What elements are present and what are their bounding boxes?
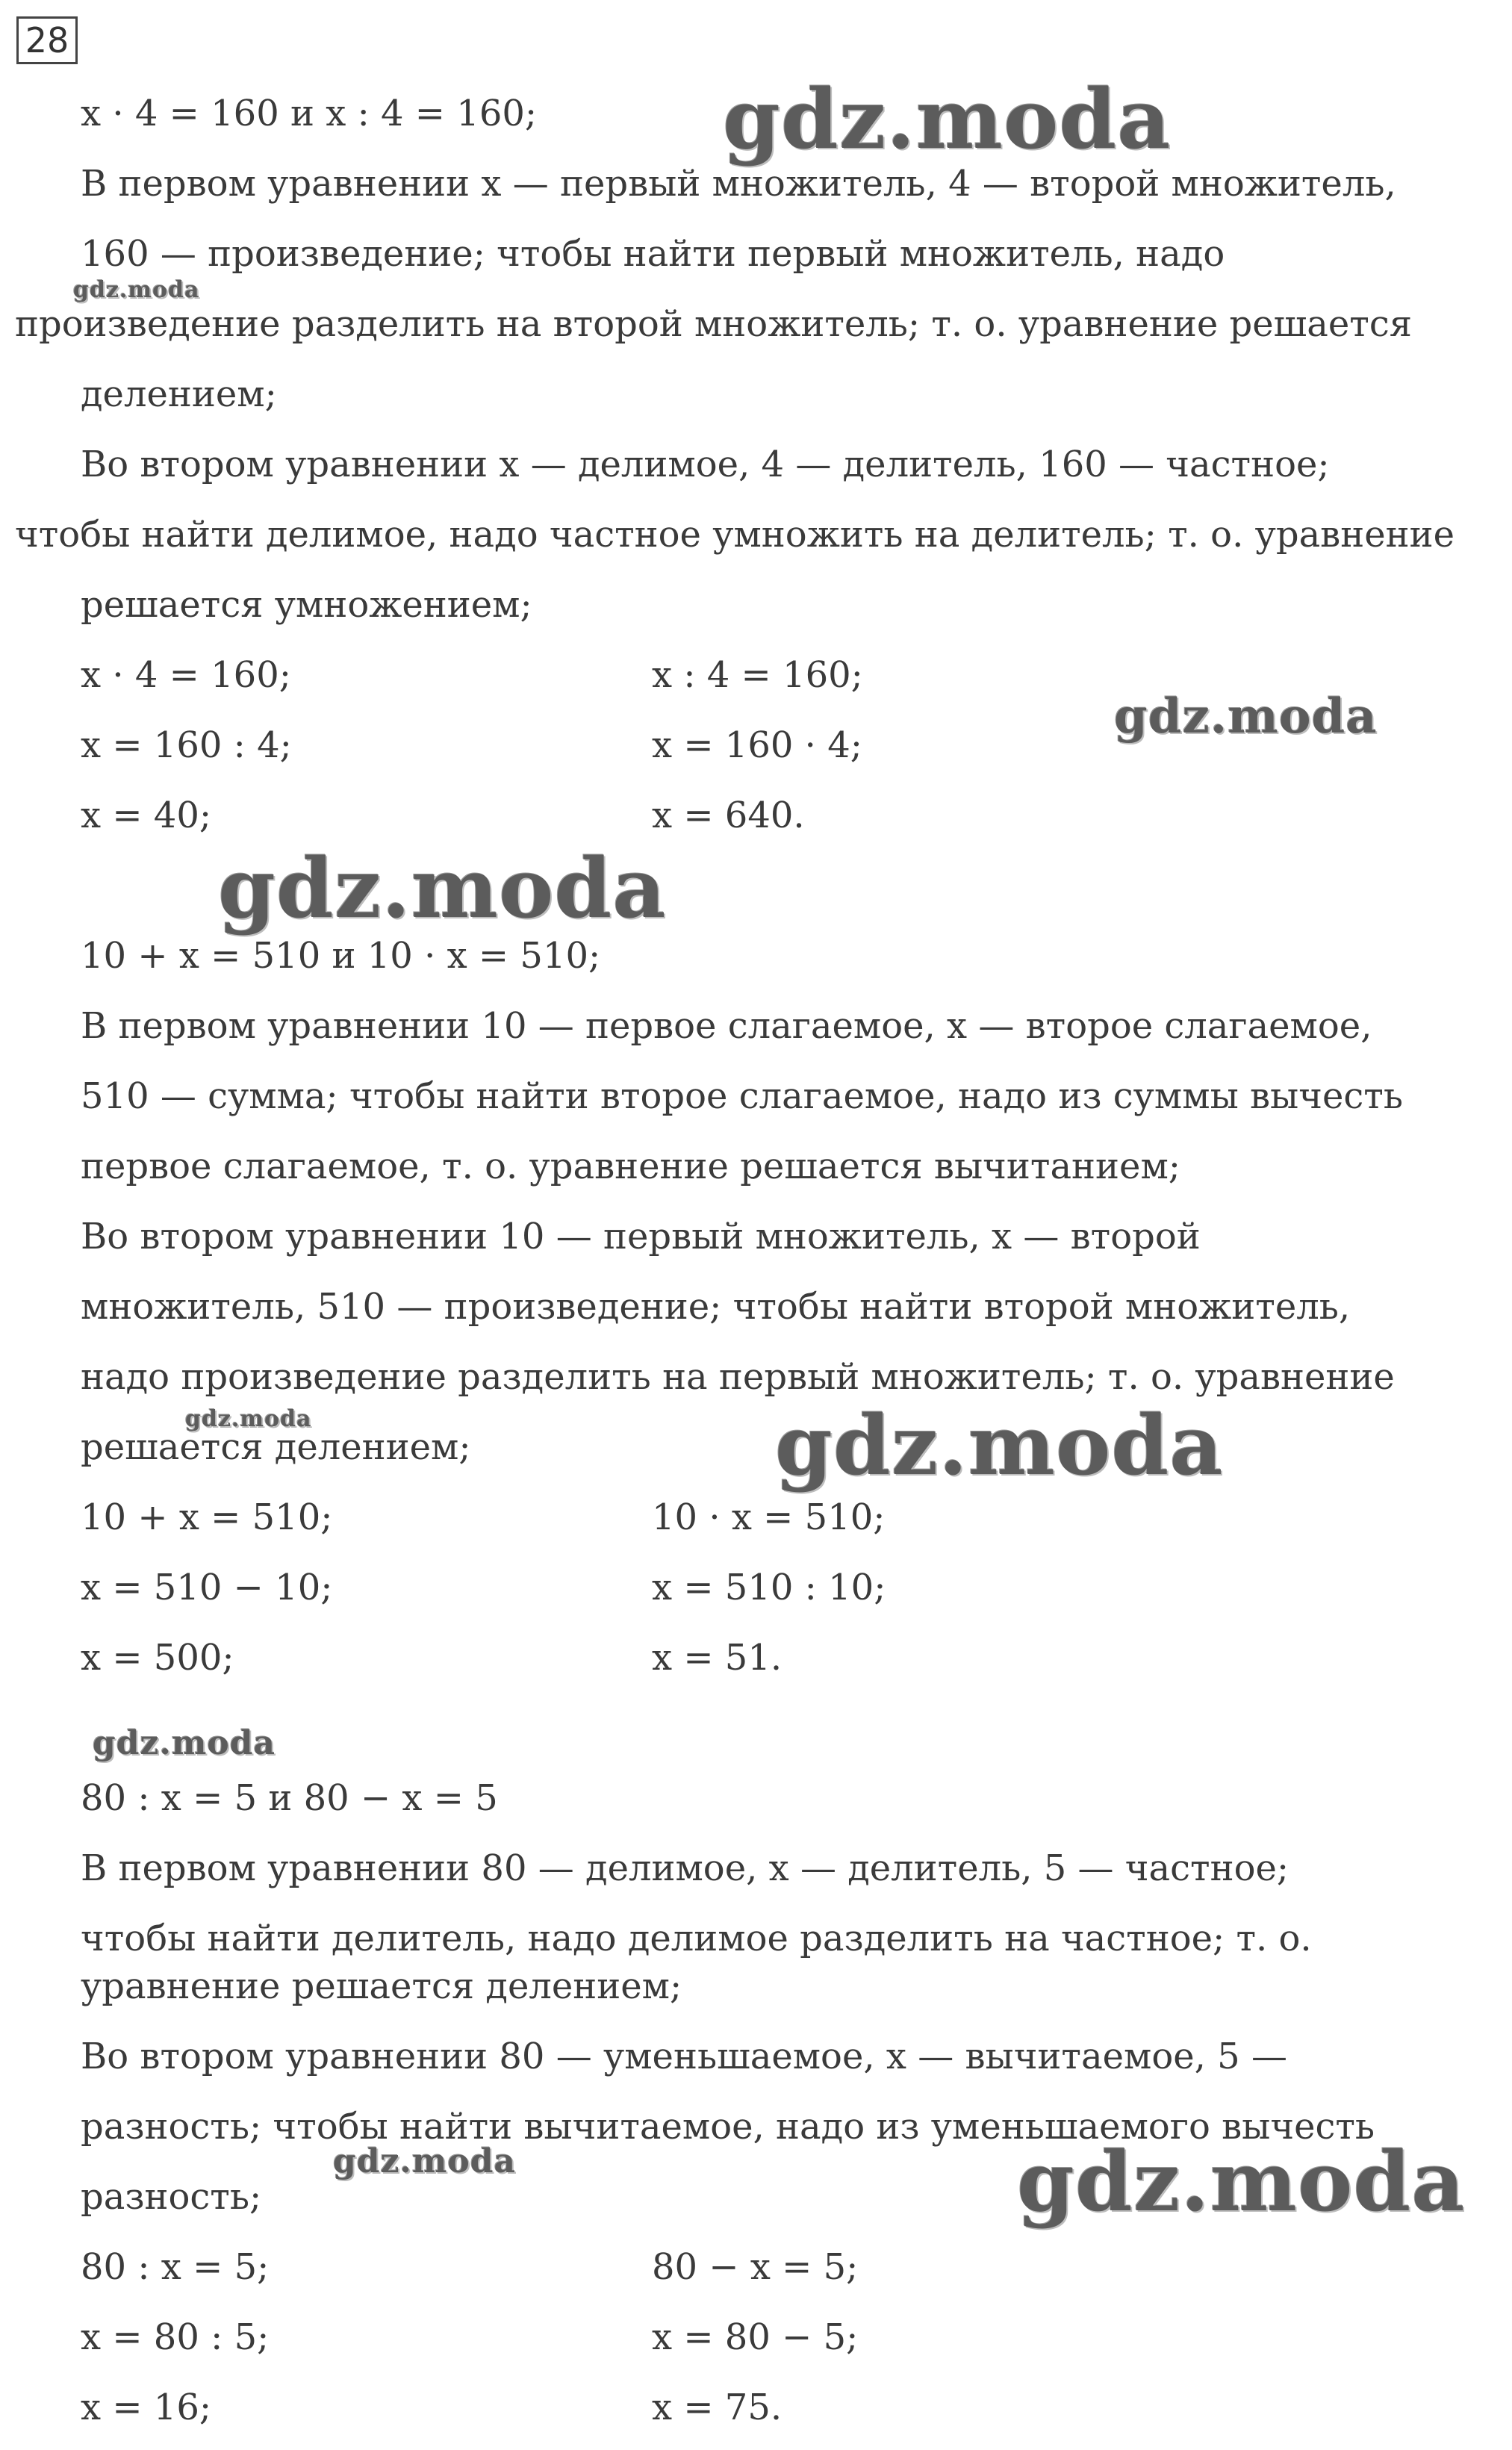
section3-p2-line2: разность; чтобы найти вычитаемое, надо из уменьшаемого вычесть (81, 2106, 1375, 2148)
watermark-logo: gdz.moda (1114, 688, 1378, 744)
watermark-logo: gdz.moda (775, 1397, 1224, 1493)
section1-p2-line3: решается умножением; (81, 584, 532, 626)
section2-left-step2: x = 510 − 10; (81, 1567, 333, 1608)
section1-left-step3: x = 40; (81, 795, 212, 836)
section2-right-step1: 10 · x = 510; (652, 1496, 886, 1538)
watermark-logo: gdz.moda (333, 2142, 517, 2180)
section3-left-step1: 80 : x = 5; (81, 2246, 270, 2288)
section2-p1-line1: В первом уравнении 10 — первое слагаемое, x — второе слагаемое, (81, 1005, 1372, 1047)
section1-p1-line3: произведение разделить на второй множитель; т. о. уравнение решается (15, 303, 1412, 345)
section3-p1-line1: В первом уравнении 80 — делимое, x — делитель, 5 — частное; (81, 1847, 1289, 1889)
section1-right-step1: x : 4 = 160; (652, 654, 863, 696)
section2-right-step2: x = 510 : 10; (652, 1567, 886, 1608)
section3-header: 80 : x = 5 и 80 − x = 5 (81, 1777, 498, 1819)
section3-p1-line3: уравнение решается делением; (81, 1965, 682, 2007)
watermark-logo: gdz.moda (185, 1406, 312, 1432)
section2-p2-line3: надо произведение разделить на первый множитель; т. о. уравнение (81, 1356, 1395, 1398)
section1-p2-line2: чтобы найти делимое, надо частное умножить на делитель; т. о. уравнение (15, 514, 1455, 556)
section1-p1-line4: делением; (81, 373, 277, 415)
watermark-logo: gdz.moda (93, 1724, 276, 1762)
section1-right-step3: x = 640. (652, 795, 805, 836)
section3-left-step3: x = 16; (81, 2387, 212, 2428)
section1-p2-line1: Во втором уравнении x — делимое, 4 — делитель, 160 — частное; (81, 444, 1330, 485)
section1-p1-line2: 160 — произведение; чтобы найти первый множитель, надо (81, 233, 1225, 275)
section2-p2-line4: решается делением; (81, 1426, 471, 1468)
section2-p1-line2: 510 — сумма; чтобы найти второе слагаемое, надо из суммы вычесть (81, 1075, 1403, 1117)
section2-right-step3: x = 51. (652, 1637, 783, 1679)
section3-right-step3: x = 75. (652, 2387, 783, 2428)
section3-p2-line1: Во втором уравнении 80 — уменьшаемое, x — вычитаемое, 5 — (81, 2036, 1287, 2077)
section1-left-step1: x · 4 = 160; (81, 654, 291, 696)
watermark-logo: gdz.moda (723, 71, 1172, 167)
section2-left-step3: x = 500; (81, 1637, 234, 1679)
watermark-logo: gdz.moda (1017, 2133, 1466, 2230)
section1-right-step2: x = 160 · 4; (652, 724, 862, 766)
section1-p1-line1: В первом уравнении x — первый множитель, 4 — второй множитель, (81, 163, 1396, 205)
section1-header: x · 4 = 160 и x : 4 = 160; (81, 93, 538, 134)
section2-p2-line1: Во втором уравнении 10 — первый множитель, x — второй (81, 1216, 1201, 1257)
section2-header: 10 + x = 510 и 10 · x = 510; (81, 935, 601, 977)
section3-p2-line3: разность; (81, 2176, 262, 2218)
section2-left-step1: 10 + x = 510; (81, 1496, 333, 1538)
section1-left-step2: x = 160 : 4; (81, 724, 292, 766)
section2-p2-line2: множитель, 510 — произведение; чтобы найти второй множитель, (81, 1286, 1351, 1328)
watermark-logo: gdz.moda (73, 277, 200, 303)
section2-p1-line3: первое слагаемое, т. о. уравнение решается вычитанием; (81, 1145, 1180, 1187)
section3-left-step2: x = 80 : 5; (81, 2316, 270, 2358)
section3-right-step1: 80 − x = 5; (652, 2246, 859, 2288)
task-number: 28 (16, 16, 78, 64)
section3-right-step2: x = 80 − 5; (652, 2316, 859, 2358)
section3-p1-line2: чтобы найти делитель, надо делимое разделить на частное; т. о. (81, 1918, 1312, 1959)
watermark-logo: gdz.moda (218, 840, 667, 936)
